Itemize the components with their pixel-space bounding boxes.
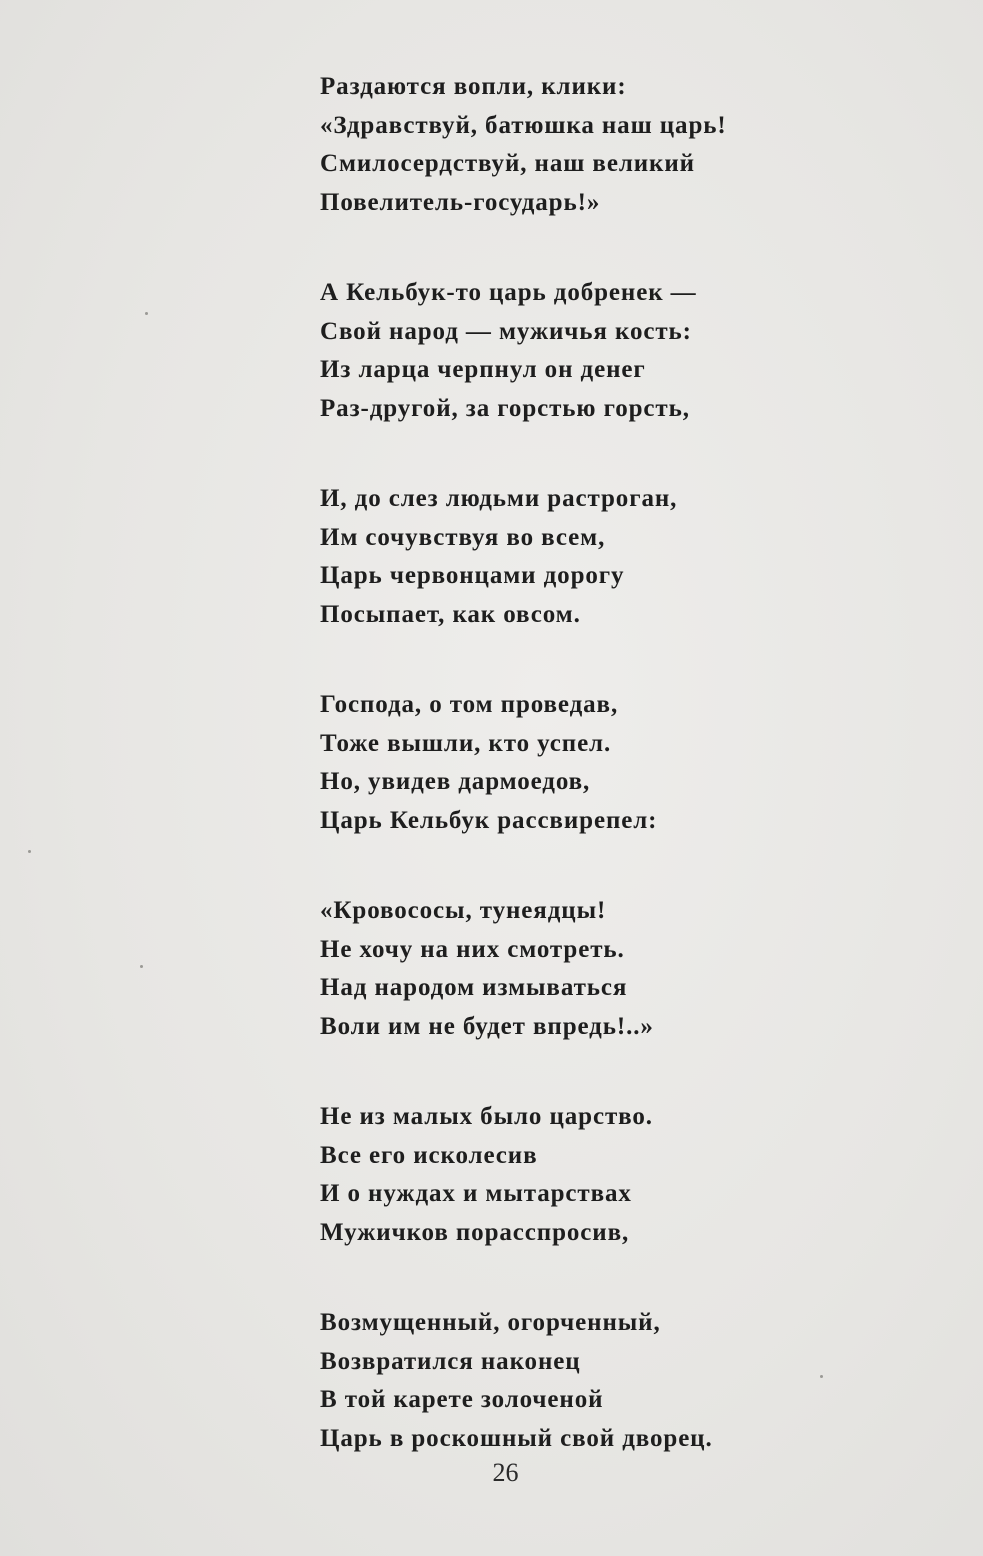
verse-line: Не хочу на них смотреть. <box>320 935 625 963</box>
page-number: 26 <box>492 1458 519 1487</box>
verse-line: Возвратился наконец <box>320 1347 581 1375</box>
verse-line: «Здравствуй, батюшка наш царь! <box>320 111 727 139</box>
verse-line: Царь Кельбук рассвирепел: <box>320 806 658 834</box>
verse-line: Из ларца черпнул он денег <box>320 356 646 383</box>
verse-line: Но, увидев дармоедов, <box>320 768 591 795</box>
verse-line: Над народом измываться <box>320 974 628 1001</box>
verse-line: А Кельбук-то царь добренек — <box>320 279 697 306</box>
verse-line: Возмущенный, огорченный, <box>320 1309 661 1336</box>
verse-line: Свой народ — мужичья кость: <box>320 317 692 345</box>
verse-line: Все его исколесив <box>320 1141 538 1169</box>
stanza-1 <box>320 68 940 274</box>
paper-speck <box>140 965 143 968</box>
verse-line: Господа, о том проведав, <box>320 691 619 718</box>
verse-line: Царь червонцами дорогу <box>320 562 625 589</box>
verse-line: Смилосердствуй, наш великий <box>320 150 695 177</box>
verse-line: Тоже вышли, кто успел. <box>320 729 612 757</box>
stanza-6 <box>320 1098 940 1304</box>
verse-line: Повелитель-государь!» <box>320 188 601 216</box>
stanza-4 <box>320 686 940 892</box>
paper-speck <box>28 850 31 853</box>
verse-line: И о нуждах и мытарствах <box>320 1180 632 1207</box>
verse-line: В той карете золоченой <box>320 1386 604 1413</box>
stanza-3 <box>320 480 940 686</box>
poem-text <box>320 68 940 1510</box>
verse-line: Царь в роскошный свой дворец. <box>320 1424 713 1452</box>
paper-speck <box>145 312 148 315</box>
verse-line: И, до слез людьми растроган, <box>320 485 678 512</box>
verse-line: Раздаются вопли, клики: <box>320 73 627 100</box>
verse-line: Мужичков порасспросив, <box>320 1218 630 1246</box>
stanza-5 <box>320 892 940 1098</box>
verse-line: Не из малых было царство. <box>320 1103 653 1130</box>
verse-line: Раз-другой, за горстью горсть, <box>320 394 690 422</box>
verse-line: «Кровососы, тунеядцы! <box>320 897 607 924</box>
verse-line: Воли им не будет впредь!..» <box>320 1012 654 1040</box>
verse-line: Им сочувствуя во всем, <box>320 523 606 551</box>
stanza-2 <box>320 274 940 480</box>
verse-line: Посыпает, как овсом. <box>320 600 581 628</box>
